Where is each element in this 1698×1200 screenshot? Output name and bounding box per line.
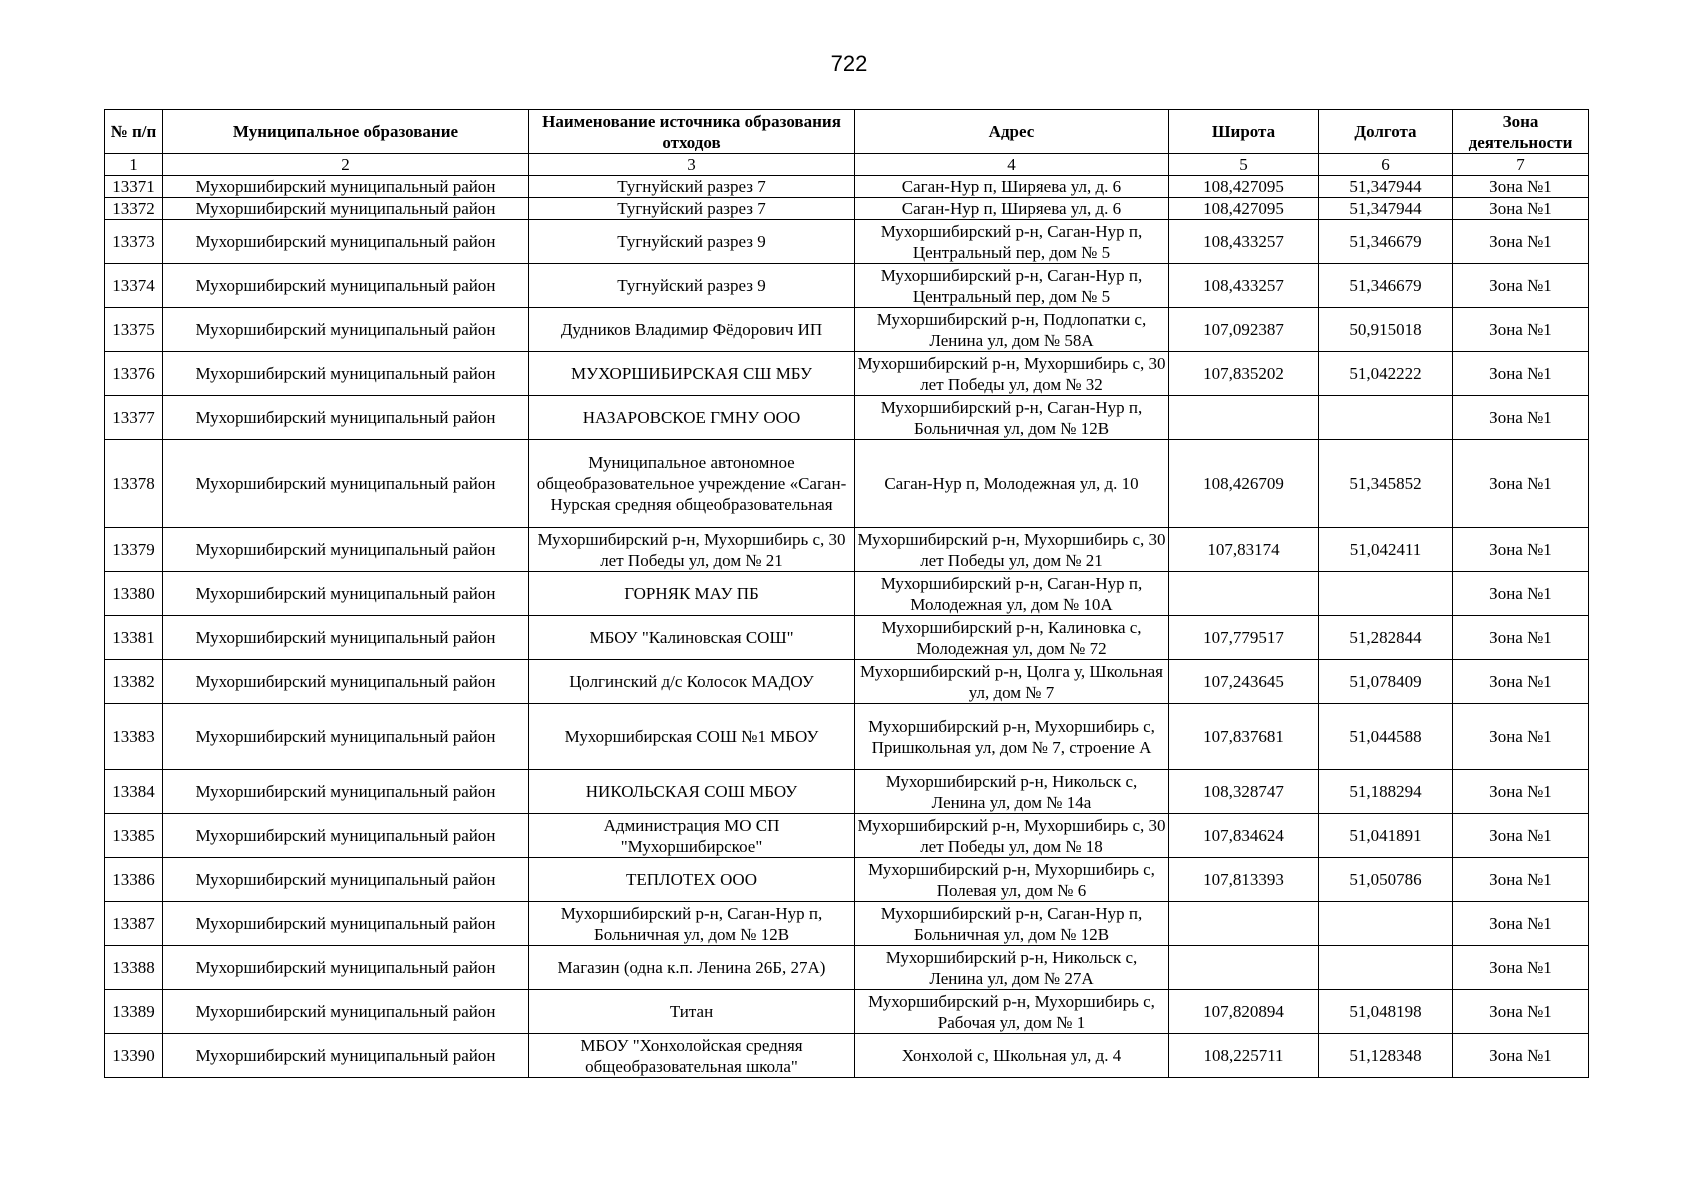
table-row — [105, 396, 1589, 440]
latitude-cell: 107,820894 — [1169, 990, 1319, 1034]
zone-cell: Зона №1 — [1453, 1034, 1589, 1078]
municipality-cell: Мухоршибирский муниципальный район — [163, 220, 529, 264]
municipality-cell: Мухоршибирский муниципальный район — [163, 814, 529, 858]
zone-cell: Зона №1 — [1453, 616, 1589, 660]
address-cell: Мухоршибирский р-н, Саган-Нур п, Больничная ул, дом № 12В — [855, 396, 1169, 440]
longitude-cell — [1319, 572, 1453, 616]
municipality-cell: Мухоршибирский муниципальный район — [163, 770, 529, 814]
source-name-cell: Тугнуйский разрез 7 — [529, 198, 855, 220]
longitude-cell — [1319, 902, 1453, 946]
zone-cell: Зона №1 — [1453, 352, 1589, 396]
zone-cell: Зона №1 — [1453, 528, 1589, 572]
address-cell: Мухоршибирский р-н, Цолга у, Школьная ул, дом № 7 — [855, 660, 1169, 704]
zone-cell: Зона №1 — [1453, 220, 1589, 264]
address-cell: Мухоршибирский р-н, Мухоршибирь с, 30 лет Победы ул, дом № 32 — [855, 352, 1169, 396]
address-cell: Мухоршибирский р-н, Мухоршибирь с, 30 лет Победы ул, дом № 21 — [855, 528, 1169, 572]
zone-cell: Зона №1 — [1453, 902, 1589, 946]
row-number-cell: 13381 — [105, 616, 163, 660]
zone-cell: Зона №1 — [1453, 308, 1589, 352]
latitude-cell: 108,427095 — [1169, 198, 1319, 220]
latitude-cell: 108,225711 — [1169, 1034, 1319, 1078]
source-name-cell: МБОУ "Калиновская СОШ" — [529, 616, 855, 660]
row-number-cell: 13386 — [105, 858, 163, 902]
longitude-cell: 51,044588 — [1319, 704, 1453, 770]
longitude-cell: 51,346679 — [1319, 220, 1453, 264]
address-cell: Мухоршибирский р-н, Мухоршибирь с, 30 лет Победы ул, дом № 18 — [855, 814, 1169, 858]
latitude-cell: 107,243645 — [1169, 660, 1319, 704]
column-number-cell: 7 — [1453, 154, 1589, 176]
header-municipality: Муниципальное образование — [163, 110, 529, 154]
municipality-cell: Мухоршибирский муниципальный район — [163, 264, 529, 308]
source-name-cell: Тугнуйский разрез 7 — [529, 176, 855, 198]
latitude-cell — [1169, 946, 1319, 990]
latitude-cell: 107,779517 — [1169, 616, 1319, 660]
zone-cell: Зона №1 — [1453, 946, 1589, 990]
row-number-cell: 13380 — [105, 572, 163, 616]
source-name-cell: Магазин (одна к.п. Ленина 26Б, 27А) — [529, 946, 855, 990]
row-number-cell: 13372 — [105, 198, 163, 220]
row-number-cell: 13390 — [105, 1034, 163, 1078]
row-number-cell: 13373 — [105, 220, 163, 264]
latitude-cell: 107,835202 — [1169, 352, 1319, 396]
municipality-cell: Мухоршибирский муниципальный район — [163, 704, 529, 770]
table-row — [105, 220, 1589, 264]
municipality-cell: Мухоршибирский муниципальный район — [163, 946, 529, 990]
address-cell: Мухоршибирский р-н, Подлопатки с, Ленина ул, дом № 58А — [855, 308, 1169, 352]
row-number-cell: 13376 — [105, 352, 163, 396]
zone-cell: Зона №1 — [1453, 990, 1589, 1034]
municipality-cell: Мухоршибирский муниципальный район — [163, 990, 529, 1034]
latitude-cell: 107,092387 — [1169, 308, 1319, 352]
table-row — [105, 352, 1589, 396]
waste-sources-table — [104, 109, 1589, 1078]
address-cell: Мухоршибирский р-н, Мухоршибирь с, Рабочая ул, дом № 1 — [855, 990, 1169, 1034]
row-number-cell: 13384 — [105, 770, 163, 814]
longitude-cell: 51,282844 — [1319, 616, 1453, 660]
address-cell: Мухоршибирский р-н, Никольск с, Ленина ул, дом № 14а — [855, 770, 1169, 814]
row-number-cell: 13378 — [105, 440, 163, 528]
column-number-cell: 1 — [105, 154, 163, 176]
source-name-cell: Мухоршибирский р-н, Мухоршибирь с, 30 лет Победы ул, дом № 21 — [529, 528, 855, 572]
row-number-cell: 13375 — [105, 308, 163, 352]
latitude-cell: 107,813393 — [1169, 858, 1319, 902]
table-row — [105, 770, 1589, 814]
municipality-cell: Мухоршибирский муниципальный район — [163, 902, 529, 946]
source-name-cell: Дудников Владимир Фёдорович ИП — [529, 308, 855, 352]
row-number-cell: 13385 — [105, 814, 163, 858]
municipality-cell: Мухоршибирский муниципальный район — [163, 572, 529, 616]
latitude-cell: 108,426709 — [1169, 440, 1319, 528]
longitude-cell: 51,078409 — [1319, 660, 1453, 704]
municipality-cell: Мухоршибирский муниципальный район — [163, 660, 529, 704]
address-cell: Мухоршибирский р-н, Никольск с, Ленина ул, дом № 27А — [855, 946, 1169, 990]
table-row — [105, 990, 1589, 1034]
table-row — [105, 946, 1589, 990]
longitude-cell — [1319, 946, 1453, 990]
header-source-name: Наименование источника образования отходов — [529, 110, 855, 154]
latitude-cell: 108,328747 — [1169, 770, 1319, 814]
source-name-cell: Мухоршибирская СОШ №1 МБОУ — [529, 704, 855, 770]
column-number-cell: 5 — [1169, 154, 1319, 176]
row-number-cell: 13382 — [105, 660, 163, 704]
municipality-cell: Мухоршибирский муниципальный район — [163, 616, 529, 660]
zone-cell: Зона №1 — [1453, 264, 1589, 308]
source-name-cell: Тугнуйский разрез 9 — [529, 264, 855, 308]
zone-cell: Зона №1 — [1453, 396, 1589, 440]
municipality-cell: Мухоршибирский муниципальный район — [163, 198, 529, 220]
table-row — [105, 264, 1589, 308]
municipality-cell: Мухоршибирский муниципальный район — [163, 352, 529, 396]
source-name-cell: Титан — [529, 990, 855, 1034]
table-row — [105, 308, 1589, 352]
column-number-cell: 2 — [163, 154, 529, 176]
source-name-cell: Мухоршибирский р-н, Саган-Нур п, Больничная ул, дом № 12В — [529, 902, 855, 946]
zone-cell: Зона №1 — [1453, 572, 1589, 616]
source-name-cell: Муниципальное автономное общеобразовательное учреждение «Саган-Нурская средняя общеобразовательная — [529, 440, 855, 528]
row-number-cell: 13377 — [105, 396, 163, 440]
address-cell: Мухоршибирский р-н, Саган-Нур п, Центральный пер, дом № 5 — [855, 220, 1169, 264]
zone-cell: Зона №1 — [1453, 814, 1589, 858]
address-cell: Хонхолой с, Школьная ул, д. 4 — [855, 1034, 1169, 1078]
row-number-cell: 13389 — [105, 990, 163, 1034]
column-number-row — [105, 154, 1589, 176]
address-cell: Саган-Нур п, Молодежная ул, д. 10 — [855, 440, 1169, 528]
latitude-cell: 108,433257 — [1169, 264, 1319, 308]
address-cell: Мухоршибирский р-н, Калиновка с, Молодежная ул, дом № 72 — [855, 616, 1169, 660]
longitude-cell: 50,915018 — [1319, 308, 1453, 352]
latitude-cell: 108,433257 — [1169, 220, 1319, 264]
table-row — [105, 704, 1589, 770]
municipality-cell: Мухоршибирский муниципальный район — [163, 396, 529, 440]
latitude-cell — [1169, 902, 1319, 946]
table-row — [105, 902, 1589, 946]
header-zone: Зона деятельности — [1453, 110, 1589, 154]
municipality-cell: Мухоршибирский муниципальный район — [163, 528, 529, 572]
row-number-cell: 13371 — [105, 176, 163, 198]
column-number-cell: 6 — [1319, 154, 1453, 176]
address-cell: Саган-Нур п, Ширяева ул, д. 6 — [855, 176, 1169, 198]
table-row — [105, 660, 1589, 704]
column-number-cell: 3 — [529, 154, 855, 176]
latitude-cell: 108,427095 — [1169, 176, 1319, 198]
source-name-cell: НИКОЛЬСКАЯ СОШ МБОУ — [529, 770, 855, 814]
row-number-cell: 13387 — [105, 902, 163, 946]
header-longitude: Долгота — [1319, 110, 1453, 154]
source-name-cell: Цолгинский д/с Колосок МАДОУ — [529, 660, 855, 704]
table-row — [105, 440, 1589, 528]
municipality-cell: Мухоршибирский муниципальный район — [163, 1034, 529, 1078]
row-number-cell: 13388 — [105, 946, 163, 990]
municipality-cell: Мухоршибирский муниципальный район — [163, 176, 529, 198]
page-number: 722 — [830, 51, 868, 76]
longitude-cell: 51,347944 — [1319, 198, 1453, 220]
header-row-number: № п/п — [105, 110, 163, 154]
table-row — [105, 1034, 1589, 1078]
column-number-cell: 4 — [855, 154, 1169, 176]
zone-cell: Зона №1 — [1453, 858, 1589, 902]
table-row — [105, 176, 1589, 198]
longitude-cell: 51,128348 — [1319, 1034, 1453, 1078]
source-name-cell: МУХОРШИБИРСКАЯ СШ МБУ — [529, 352, 855, 396]
zone-cell: Зона №1 — [1453, 176, 1589, 198]
longitude-cell: 51,188294 — [1319, 770, 1453, 814]
latitude-cell: 107,834624 — [1169, 814, 1319, 858]
longitude-cell: 51,346679 — [1319, 264, 1453, 308]
source-name-cell: ТЕПЛОТЕХ ООО — [529, 858, 855, 902]
address-cell: Саган-Нур п, Ширяева ул, д. 6 — [855, 198, 1169, 220]
municipality-cell: Мухоршибирский муниципальный район — [163, 858, 529, 902]
latitude-cell: 107,837681 — [1169, 704, 1319, 770]
row-number-cell: 13379 — [105, 528, 163, 572]
row-number-cell: 13374 — [105, 264, 163, 308]
source-name-cell: НАЗАРОВСКОЕ ГМНУ ООО — [529, 396, 855, 440]
address-cell: Мухоршибирский р-н, Мухоршибирь с, Полевая ул, дом № 6 — [855, 858, 1169, 902]
zone-cell: Зона №1 — [1453, 770, 1589, 814]
table-row — [105, 616, 1589, 660]
address-cell: Мухоршибирский р-н, Саган-Нур п, Молодежная ул, дом № 10А — [855, 572, 1169, 616]
table-head — [105, 110, 1589, 176]
address-cell: Мухоршибирский р-н, Саган-Нур п, Больничная ул, дом № 12В — [855, 902, 1169, 946]
table-row — [105, 814, 1589, 858]
source-name-cell: ГОРНЯК МАУ ПБ — [529, 572, 855, 616]
table-row — [105, 198, 1589, 220]
municipality-cell: Мухоршибирский муниципальный район — [163, 440, 529, 528]
header-address: Адрес — [855, 110, 1169, 154]
table-row — [105, 528, 1589, 572]
longitude-cell: 51,347944 — [1319, 176, 1453, 198]
longitude-cell: 51,041891 — [1319, 814, 1453, 858]
longitude-cell: 51,042222 — [1319, 352, 1453, 396]
source-name-cell: Тугнуйский разрез 9 — [529, 220, 855, 264]
address-cell: Мухоршибирский р-н, Мухоршибирь с, Пришкольная ул, дом № 7, строение А — [855, 704, 1169, 770]
longitude-cell: 51,048198 — [1319, 990, 1453, 1034]
row-number-cell: 13383 — [105, 704, 163, 770]
latitude-cell — [1169, 396, 1319, 440]
longitude-cell: 51,050786 — [1319, 858, 1453, 902]
zone-cell: Зона №1 — [1453, 440, 1589, 528]
municipality-cell: Мухоршибирский муниципальный район — [163, 308, 529, 352]
longitude-cell: 51,042411 — [1319, 528, 1453, 572]
zone-cell: Зона №1 — [1453, 198, 1589, 220]
zone-cell: Зона №1 — [1453, 660, 1589, 704]
latitude-cell — [1169, 572, 1319, 616]
longitude-cell: 51,345852 — [1319, 440, 1453, 528]
source-name-cell: МБОУ "Хонхолойская средняя общеобразовательная школа" — [529, 1034, 855, 1078]
table-header-row — [105, 110, 1589, 154]
header-latitude: Широта — [1169, 110, 1319, 154]
latitude-cell: 107,83174 — [1169, 528, 1319, 572]
source-name-cell: Администрация МО СП "Мухоршибирское" — [529, 814, 855, 858]
table-row — [105, 858, 1589, 902]
table-body — [105, 176, 1589, 1078]
table-row — [105, 572, 1589, 616]
zone-cell: Зона №1 — [1453, 704, 1589, 770]
address-cell: Мухоршибирский р-н, Саган-Нур п, Центральный пер, дом № 5 — [855, 264, 1169, 308]
longitude-cell — [1319, 396, 1453, 440]
